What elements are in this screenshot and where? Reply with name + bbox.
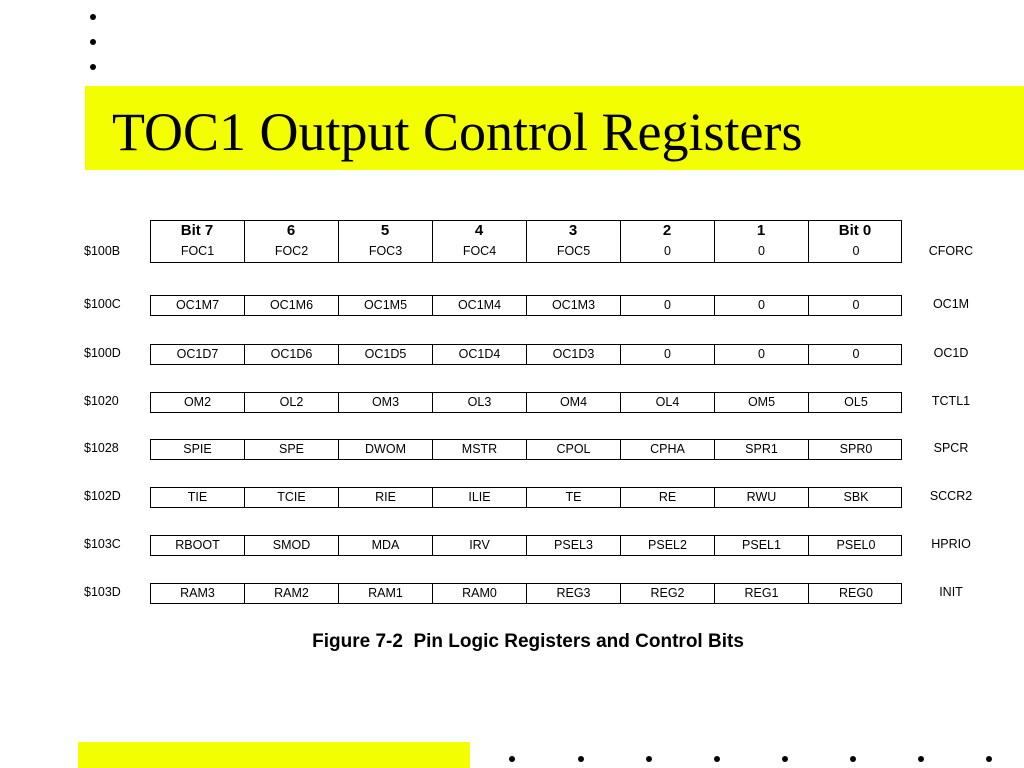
bit-cell: PSEL3 [527,536,621,555]
bit-cell: TCIE [245,488,339,507]
bit-cell: OC1D5 [339,345,433,364]
bit-cell: RAM3 [151,584,245,603]
bit-cell: REG1 [715,584,809,603]
bit-cell: RE [621,488,715,507]
bit-cell: RBOOT [151,536,245,555]
bullet-dot [646,756,652,762]
bit-cell: TIE [151,488,245,507]
register-row [150,487,902,508]
bit-cell: SMOD [245,536,339,555]
register-row [150,535,902,556]
bit-cell: OL5 [844,395,868,409]
register-bit-table [150,220,902,602]
bit-cell: OL3 [433,393,527,412]
bit-cell: MDA [339,536,433,555]
bit-cell: FOC5 [527,242,621,262]
bit-cell: 0 [715,296,809,315]
header-separator [714,220,715,242]
bit-cell: RIE [339,488,433,507]
bit-header-cell: 6 [286,222,296,239]
bullet-dot [918,756,924,762]
bit-cell: PSEL2 [621,536,715,555]
bit-cell: 0 [621,296,715,315]
bit-cell: OC1M6 [245,296,339,315]
register-row [150,344,902,365]
register-row [150,583,902,604]
bit-cell: RWU [715,488,809,507]
bit-cell: TE [527,488,621,507]
bit-cell: OC1D6 [245,345,339,364]
bit-cell: OL2 [245,393,339,412]
bit-header-cell: Bit 7 [180,222,214,239]
register-row [150,242,902,263]
bullet-dot [782,756,788,762]
register-name: OC1D [933,346,969,360]
bit-cell: 0 [715,345,809,364]
register-address: $1020 [84,394,119,408]
bit-header-cell: 5 [380,222,390,239]
bit-cell: 0 [852,244,860,258]
bit-cell: PSEL0 [836,538,876,552]
bit-cell: 0 [621,242,715,262]
bullet-dot [90,39,96,45]
bit-cell: MSTR [433,440,527,459]
register-row [150,439,902,460]
register-address: $100D [84,346,121,360]
register-address: $100B [84,244,121,258]
bottom-highlight-band [78,742,470,768]
bit-cell: ILIE [433,488,527,507]
bit-cell: REG3 [527,584,621,603]
bit-cell: OC1M3 [527,296,621,315]
bullet-dot [90,14,96,20]
bit-cell: SPR0 [839,442,873,456]
register-address: $1028 [84,441,119,455]
bit-cell: OM2 [151,393,245,412]
register-address: $103D [84,585,121,599]
bit-cell: OM4 [527,393,621,412]
bit-cell: OM3 [339,393,433,412]
bit-cell: RAM2 [245,584,339,603]
bit-header-cell: 4 [474,222,484,239]
bit-cell: RAM1 [339,584,433,603]
bit-cell: OC1D3 [527,345,621,364]
register-row [150,392,902,413]
bullet-dot [578,756,584,762]
bit-cell: OM5 [715,393,809,412]
bit-cell: CPOL [527,440,621,459]
bit-header-cell: 3 [568,222,578,239]
header-separator [244,220,245,242]
bullet-dot [850,756,856,762]
bit-cell: CPHA [621,440,715,459]
bit-cell: PSEL1 [715,536,809,555]
bit-header-cell: 2 [662,222,672,239]
bit-cell: 0 [852,298,860,312]
bit-header-cell: 1 [756,222,766,239]
bit-cell: DWOM [339,440,433,459]
header-separator [620,220,621,242]
register-address: $102D [84,489,121,503]
bit-header-cell: Bit 0 [838,222,872,239]
header-separator [526,220,527,242]
bit-cell: SBK [843,490,869,504]
register-name: SPCR [933,441,969,455]
bit-cell: FOC2 [245,242,339,262]
register-name: CFORC [928,244,974,258]
bit-cell: OL4 [621,393,715,412]
bit-cell: OC1M4 [433,296,527,315]
register-address: $103C [84,537,121,551]
register-address: $100C [84,297,121,311]
bit-cell: FOC3 [339,242,433,262]
bit-cell: REG0 [838,586,874,600]
bit-cell: RAM0 [433,584,527,603]
register-name: TCTL1 [931,394,971,408]
bit-cell: REG2 [621,584,715,603]
bit-cell: 0 [715,242,809,262]
bit-cell: SPIE [151,440,245,459]
bullet-dot [986,756,992,762]
figure-caption: Figure 7-2 Pin Logic Registers and Control Bits [312,631,744,652]
header-separator [432,220,433,242]
header-separator [338,220,339,242]
register-name: INIT [939,585,963,599]
header-separator [808,220,809,242]
bit-cell: FOC1 [151,242,245,262]
bit-cell: IRV [433,536,527,555]
bit-cell: OC1M7 [151,296,245,315]
register-name: OC1M [932,297,970,311]
slide-title: TOC1 Output Control Registers [112,102,803,162]
register-row [150,295,902,316]
bit-cell: SPE [245,440,339,459]
bullet-dot [90,64,96,70]
bullet-dot [714,756,720,762]
bit-cell: FOC4 [433,242,527,262]
register-name: HPRIO [931,537,971,551]
register-name: SCCR2 [929,489,973,503]
bit-cell: OC1D4 [433,345,527,364]
bit-cell: 0 [852,347,860,361]
bit-cell: OC1M5 [339,296,433,315]
bullet-dot [509,756,515,762]
bit-cell: OC1D7 [151,345,245,364]
bit-cell: SPR1 [715,440,809,459]
bit-cell: 0 [621,345,715,364]
